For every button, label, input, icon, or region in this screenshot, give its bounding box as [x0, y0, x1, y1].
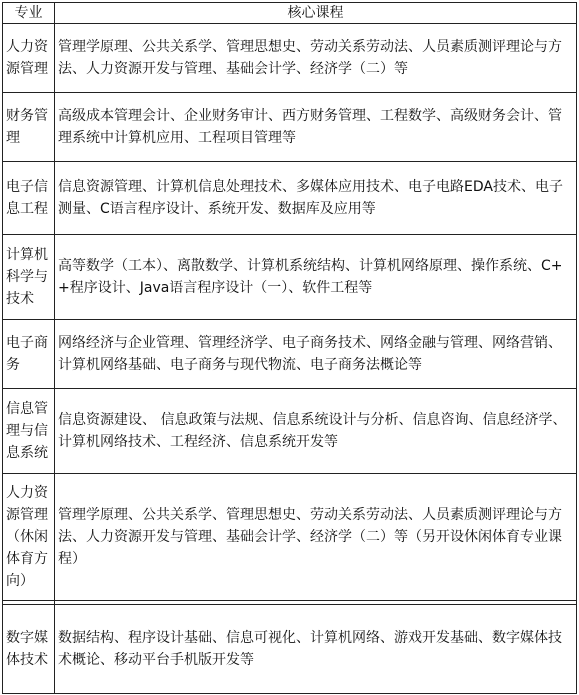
major-cell: 电子信息工程 [3, 162, 55, 235]
courses-cell: 管理学原理、公共关系学、管理思想史、劳动关系劳动法、人员素质测评理论与方法、人力资源开发与管理、基础会计学、经济学（二）等（另开设休闲体育专业课程） [55, 474, 577, 601]
major-cell: 信息管理与信息系统 [3, 389, 55, 474]
courses-cell: 数据结构、程序设计基础、信息可视化、计算机网络、游戏开发基础、数字媒体技术概论、移动平台手机版开发等 [55, 605, 577, 694]
header-courses: 核心课程 [55, 3, 577, 24]
major-cell: 人力资源管理（休闲体育方向） [3, 474, 55, 601]
table-row [3, 474, 577, 601]
header-major: 专业 [3, 3, 55, 24]
table-row [3, 389, 577, 474]
course-table [2, 2, 577, 694]
table-header-row [3, 3, 577, 24]
table-row [3, 605, 577, 694]
major-cell: 电子商务 [3, 320, 55, 389]
table-row [3, 235, 577, 320]
table-row [3, 320, 577, 389]
table-row [3, 93, 577, 162]
major-cell: 人力资源管理 [3, 24, 55, 93]
courses-cell: 高等数学（工本）、离散数学、计算机系统结构、计算机网络原理、操作系统、C++程序设计、Java语言程序设计（一）、软件工程等 [55, 235, 577, 320]
major-cell: 计算机科学与技术 [3, 235, 55, 320]
courses-cell: 信息资源建设、 信息政策与法规、信息系统设计与分析、信息咨询、信息经济学、计算机网络技术、工程经济、信息系统开发等 [55, 389, 577, 474]
courses-cell: 管理学原理、公共关系学、管理思想史、劳动关系劳动法、人员素质测评理论与方法、人力资源开发与管理、基础会计学、经济学（二）等 [55, 24, 577, 93]
major-cell: 数字媒体技术 [3, 605, 55, 694]
courses-cell: 信息资源管理、计算机信息处理技术、多媒体应用技术、电子电路EDA技术、电子测量、C语言程序设计、系统开发、数据库及应用等 [55, 162, 577, 235]
courses-cell: 高级成本管理会计、企业财务审计、西方财务管理、工程数学、高级财务会计、管理系统中计算机应用、工程项目管理等 [55, 93, 577, 162]
table-row [3, 162, 577, 235]
major-cell: 财务管理 [3, 93, 55, 162]
table-row [3, 24, 577, 93]
courses-cell: 网络经济与企业管理、管理经济学、电子商务技术、网络金融与管理、网络营销、计算机网络基础、电子商务与现代物流、电子商务法概论等 [55, 320, 577, 389]
